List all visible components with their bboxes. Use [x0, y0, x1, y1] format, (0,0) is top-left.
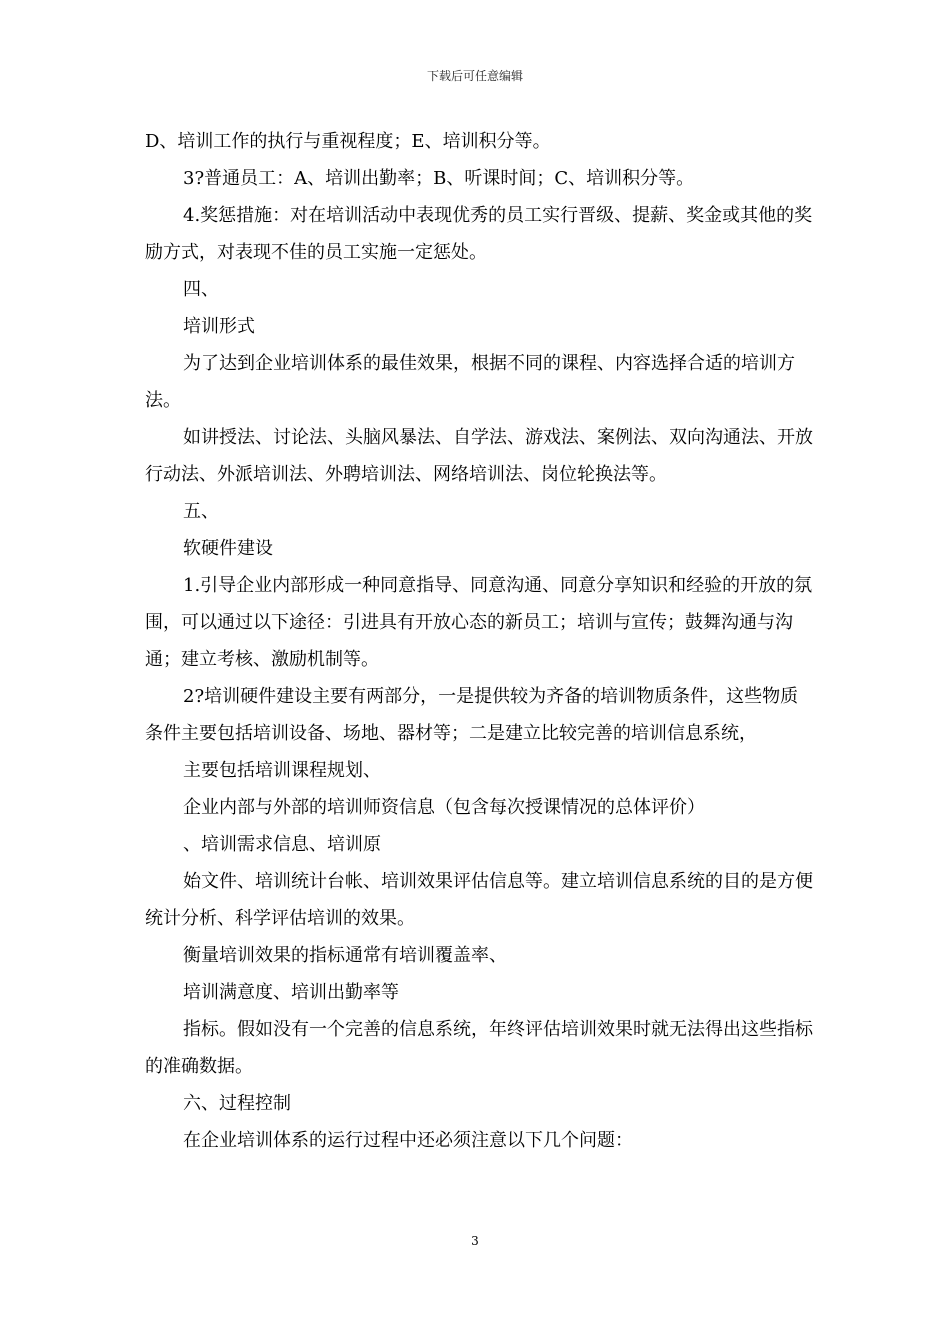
- paragraph: 如讲授法、讨论法、头脑风暴法、自学法、游戏法、案例法、双向沟通法、开放行动法、外派培训法、外聘培训法、网络培训法、岗位轮换法等。: [145, 427, 813, 485]
- section-heading: 六、过程控制: [183, 1093, 291, 1114]
- paragraph: 指标。假如没有一个完善的信息系统，年终评估培训效果时就无法得出这些指标的准确数据。: [145, 1019, 813, 1077]
- paragraph: 为了达到企业培训体系的最佳效果，根据不同的课程、内容选择合适的培训方法。: [145, 353, 795, 411]
- section-title: 培训形式: [183, 316, 255, 337]
- paragraph: 、培训需求信息、培训原: [183, 834, 381, 855]
- paragraph: 企业内部与外部的培训师资信息（包含每次授课情况的总体评价）: [183, 797, 705, 818]
- page-number: 3: [471, 1234, 479, 1248]
- section-title: 软硬件建设: [183, 538, 273, 559]
- paragraph: 3?普通员工：A、培训出勤率；B、听课时间；C、培训积分等。: [183, 168, 695, 189]
- paragraph: 4.奖惩措施：对在培训活动中表现优秀的员工实行晋级、提薪、奖金或其他的奖励方式，对表现不佳的员工实施一定惩处。: [145, 205, 813, 263]
- paragraph: D、培训工作的执行与重视程度；E、培训积分等。: [145, 131, 551, 152]
- section-heading: 五、: [183, 501, 219, 522]
- paragraph: 1.引导企业内部形成一种同意指导、同意沟通、同意分享知识和经验的开放的氛围，可以通过以下途径：引进具有开放心态的新员工；培训与宣传；鼓舞沟通与沟通；建立考核、激励机制等。: [145, 575, 813, 670]
- paragraph: 培训满意度、培训出勤率等: [183, 982, 399, 1003]
- paragraph: 衡量培训效果的指标通常有培训覆盖率、: [183, 945, 507, 966]
- page-header: 下载后可任意编辑: [426, 69, 523, 83]
- paragraph: 主要包括培训课程规划、: [183, 760, 381, 781]
- paragraph: 始文件、培训统计台帐、培训效果评估信息等。建立培训信息系统的目的是方便统计分析、科学评估培训的效果。: [145, 871, 813, 929]
- paragraph: 在企业培训体系的运行过程中还必须注意以下几个问题：: [183, 1130, 633, 1151]
- paragraph: 2?培训硬件建设主要有两部分，一是提供较为齐备的培训物质条件，这些物质条件主要包括培训设备、场地、器材等；二是建立比较完善的培训信息系统，: [145, 686, 799, 744]
- section-heading: 四、: [183, 279, 219, 300]
- document-body: [145, 123, 813, 1159]
